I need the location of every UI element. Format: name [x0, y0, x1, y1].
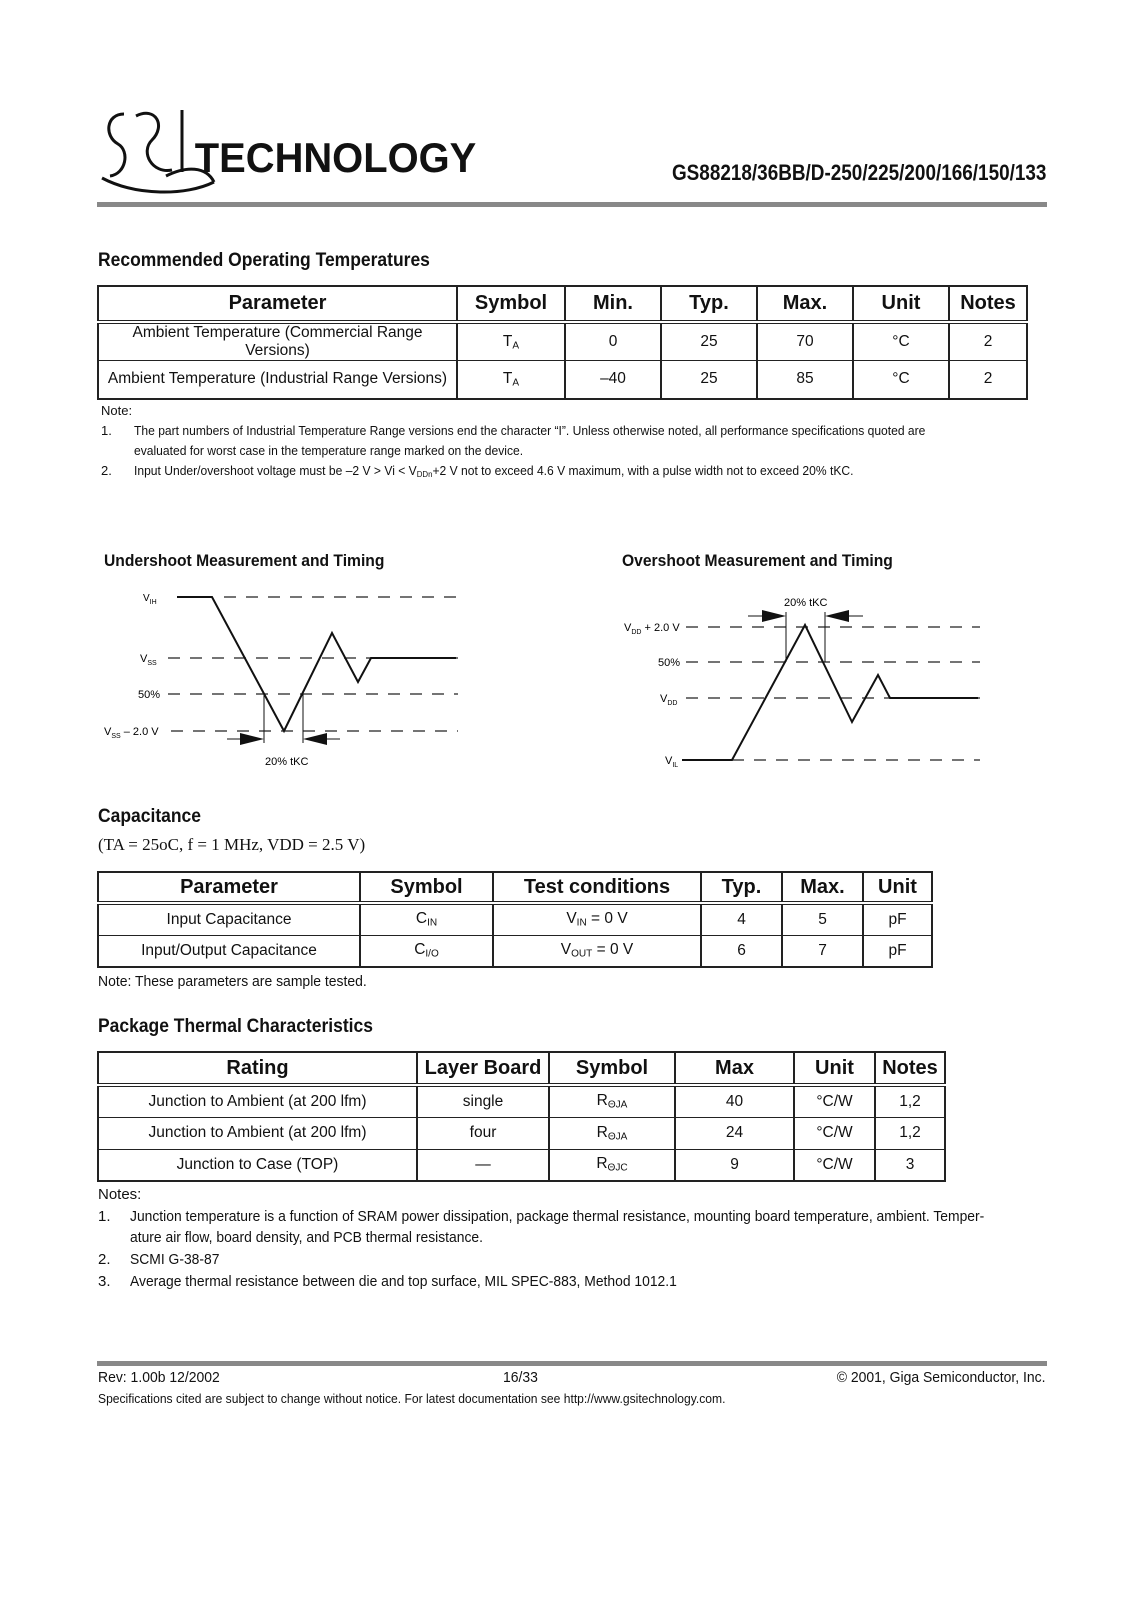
table-row	[98, 1149, 945, 1181]
cell-unit: pF	[863, 903, 932, 935]
cell-max: 70	[757, 322, 853, 361]
col-header: Symbol	[549, 1052, 675, 1085]
temps-note2: Input Under/overshoot voltage must be –2 $V > Vi < V_{DDn}+2$ V not to exceed 4.6 V maximum, with a pulse width not to exceed 20% tKC.	[134, 463, 854, 480]
cell-typ: 25	[661, 322, 757, 361]
col-header: Layer Board	[417, 1052, 549, 1085]
col-header: Typ.	[661, 286, 757, 322]
capacitance-condition: (TA = 25oC, f = 1 MHz, VDD = 2.5 V)	[98, 835, 366, 854]
overshoot-diagram	[620, 590, 990, 780]
cell-rating: Junction to Ambient (at 200 lfm)	[98, 1117, 417, 1149]
cell-param: Input/Output Capacitance	[98, 935, 360, 967]
thermal-note2-num: 2.	[98, 1251, 111, 1268]
pct50-label: 50%	[658, 657, 681, 669]
col-header: Unit	[794, 1052, 875, 1085]
section-title-thermal: Package Thermal Characteristics	[98, 1016, 373, 1037]
col-header: Symbol	[457, 286, 565, 322]
footer-disclaimer: Specifications cited are subject to change without notice. For latest documentation see http://www.gsitechnology.com.	[98, 1391, 726, 1406]
cell-param: Ambient Temperature (Industrial Range Versions)	[98, 361, 457, 399]
col-header: Symbol	[360, 872, 493, 903]
col-header: Max.	[782, 872, 863, 903]
cell-condition: $V_{IN} = 0$ V	[493, 903, 701, 935]
col-header: Min.	[565, 286, 661, 322]
table-row	[98, 1085, 945, 1117]
cell-rating: Junction to Ambient (at 200 lfm)	[98, 1085, 417, 1117]
capacitance-table	[97, 871, 933, 968]
col-header: Max.	[757, 286, 853, 322]
col-header: Unit	[853, 286, 949, 322]
table-row	[98, 1117, 945, 1149]
cell-layer: four	[417, 1117, 549, 1149]
cell-notes: 2	[949, 322, 1027, 361]
cell-unit: °C/W	[794, 1149, 875, 1181]
col-header: Notes	[949, 286, 1027, 322]
cell-symbol: $R_{\Theta JA}$	[549, 1117, 675, 1149]
col-header: Test conditions	[493, 872, 701, 903]
cell-max: 7	[782, 935, 863, 967]
tkc-label: 20% tKC	[784, 597, 828, 609]
table-row	[98, 903, 932, 935]
table-row	[98, 361, 1027, 399]
cell-symbol: $C_{IN}$	[360, 903, 493, 935]
capacitance-note: Note: These parameters are sample tested.	[98, 973, 367, 990]
cell-typ: 4	[701, 903, 782, 935]
temps-note1-line1: The part numbers of Industrial Temperature Range versions end the character “I”. Unless otherwise noted, all performance specifications quoted are	[134, 423, 926, 438]
cell-unit: °C	[853, 322, 949, 361]
thermal-note3-num: 3.	[98, 1273, 111, 1290]
vss2-label: $V_{SS} - 2.0$ V	[104, 726, 159, 740]
undershoot-diagram	[96, 585, 466, 770]
footer-rev: Rev: 1.00b 12/2002	[98, 1369, 220, 1386]
undershoot-title: Undershoot Measurement and Timing	[104, 551, 385, 570]
cell-max: 24	[675, 1117, 794, 1149]
tkc-label: 20% tKC	[265, 756, 309, 768]
section-title-capacitance: Capacitance	[98, 806, 201, 827]
cell-rating: Junction to Case (TOP)	[98, 1149, 417, 1181]
cell-typ: 25	[661, 361, 757, 399]
col-header: Notes	[875, 1052, 945, 1085]
col-header: Parameter	[98, 872, 360, 903]
cell-condition: $V_{OUT} = 0$ V	[493, 935, 701, 967]
cell-notes: 3	[875, 1149, 945, 1181]
section-title-temps: Recommended Operating Temperatures	[98, 250, 430, 271]
cell-param: Ambient Temperature (Commercial Range Versions)	[98, 322, 457, 361]
footer-copyright: © 2001, Giga Semiconductor, Inc.	[837, 1369, 1046, 1386]
thermal-notes-label: Notes:	[98, 1186, 142, 1203]
temps-table	[97, 285, 1028, 400]
thermal-note1-num: 1.	[98, 1208, 111, 1225]
table-row	[98, 322, 1027, 361]
cell-unit: pF	[863, 935, 932, 967]
cell-unit: °C	[853, 361, 949, 399]
cell-symbol: $R_{\Theta JC}$	[549, 1149, 675, 1181]
col-header: Parameter	[98, 286, 457, 322]
cell-max: 5	[782, 903, 863, 935]
cell-max: 40	[675, 1085, 794, 1117]
cell-min: –40	[565, 361, 661, 399]
pct50-label: 50%	[138, 689, 161, 701]
company-logo	[96, 96, 477, 196]
cell-notes: 1,2	[875, 1117, 945, 1149]
footer-rule	[97, 1361, 1047, 1366]
cell-notes: 2	[949, 361, 1027, 399]
thermal-note2: SCMI G-38-87	[130, 1251, 220, 1268]
cell-symbol: $R_{\Theta JA}$	[549, 1085, 675, 1117]
temps-note2-num: 2.	[101, 463, 112, 478]
col-header: Max	[675, 1052, 794, 1085]
cell-max: 9	[675, 1149, 794, 1181]
cell-min: 0	[565, 322, 661, 361]
cell-symbol: $T_A$	[457, 361, 565, 399]
thermal-note3: Average thermal resistance between die and top surface, MIL SPEC-883, Method 1012.1	[130, 1273, 677, 1290]
cell-layer: —	[417, 1149, 549, 1181]
cell-notes: 1,2	[875, 1085, 945, 1117]
col-header: Rating	[98, 1052, 417, 1085]
cell-symbol: $C_{I/O}$	[360, 935, 493, 967]
cell-param: Input Capacitance	[98, 903, 360, 935]
cell-unit: °C/W	[794, 1117, 875, 1149]
svg-text:TECHNOLOGY: TECHNOLOGY	[194, 134, 477, 182]
part-number: GS88218/36BB/D-250/225/200/166/150/133	[671, 160, 1046, 185]
cell-unit: °C/W	[794, 1085, 875, 1117]
temps-note-label: Note:	[101, 403, 133, 418]
overshoot-title: Overshoot Measurement and Timing	[622, 551, 893, 570]
temps-note1-num: 1.	[101, 423, 112, 438]
cell-symbol: $T_A$	[457, 322, 565, 361]
col-header: Typ.	[701, 872, 782, 903]
cell-typ: 6	[701, 935, 782, 967]
thermal-table	[97, 1051, 946, 1182]
vih-label: $V_{IH}$	[143, 593, 157, 606]
temps-note1-line2: evaluated for worst case in the temperature range marked on the device.	[134, 443, 524, 458]
col-header: Unit	[863, 872, 932, 903]
table-row	[98, 935, 932, 967]
footer-page: 16/33	[503, 1369, 538, 1386]
header-rule	[97, 202, 1047, 207]
thermal-note1-line1: Junction temperature is a function of SRAM power dissipation, package thermal resistance, mounting board temperature, ambient. Temper-	[130, 1208, 985, 1225]
vss-label: $V_{SS}$	[140, 653, 157, 667]
thermal-note1-line2: ature air flow, board density, and PCB thermal resistance.	[130, 1229, 483, 1246]
vil-label: $V_{IL}$	[665, 755, 679, 769]
vdd-label: $V_{DD}$	[660, 693, 678, 707]
vdd2-label: $V_{DD} + 2.0$ V	[624, 622, 680, 636]
cell-max: 85	[757, 361, 853, 399]
cell-layer: single	[417, 1085, 549, 1117]
